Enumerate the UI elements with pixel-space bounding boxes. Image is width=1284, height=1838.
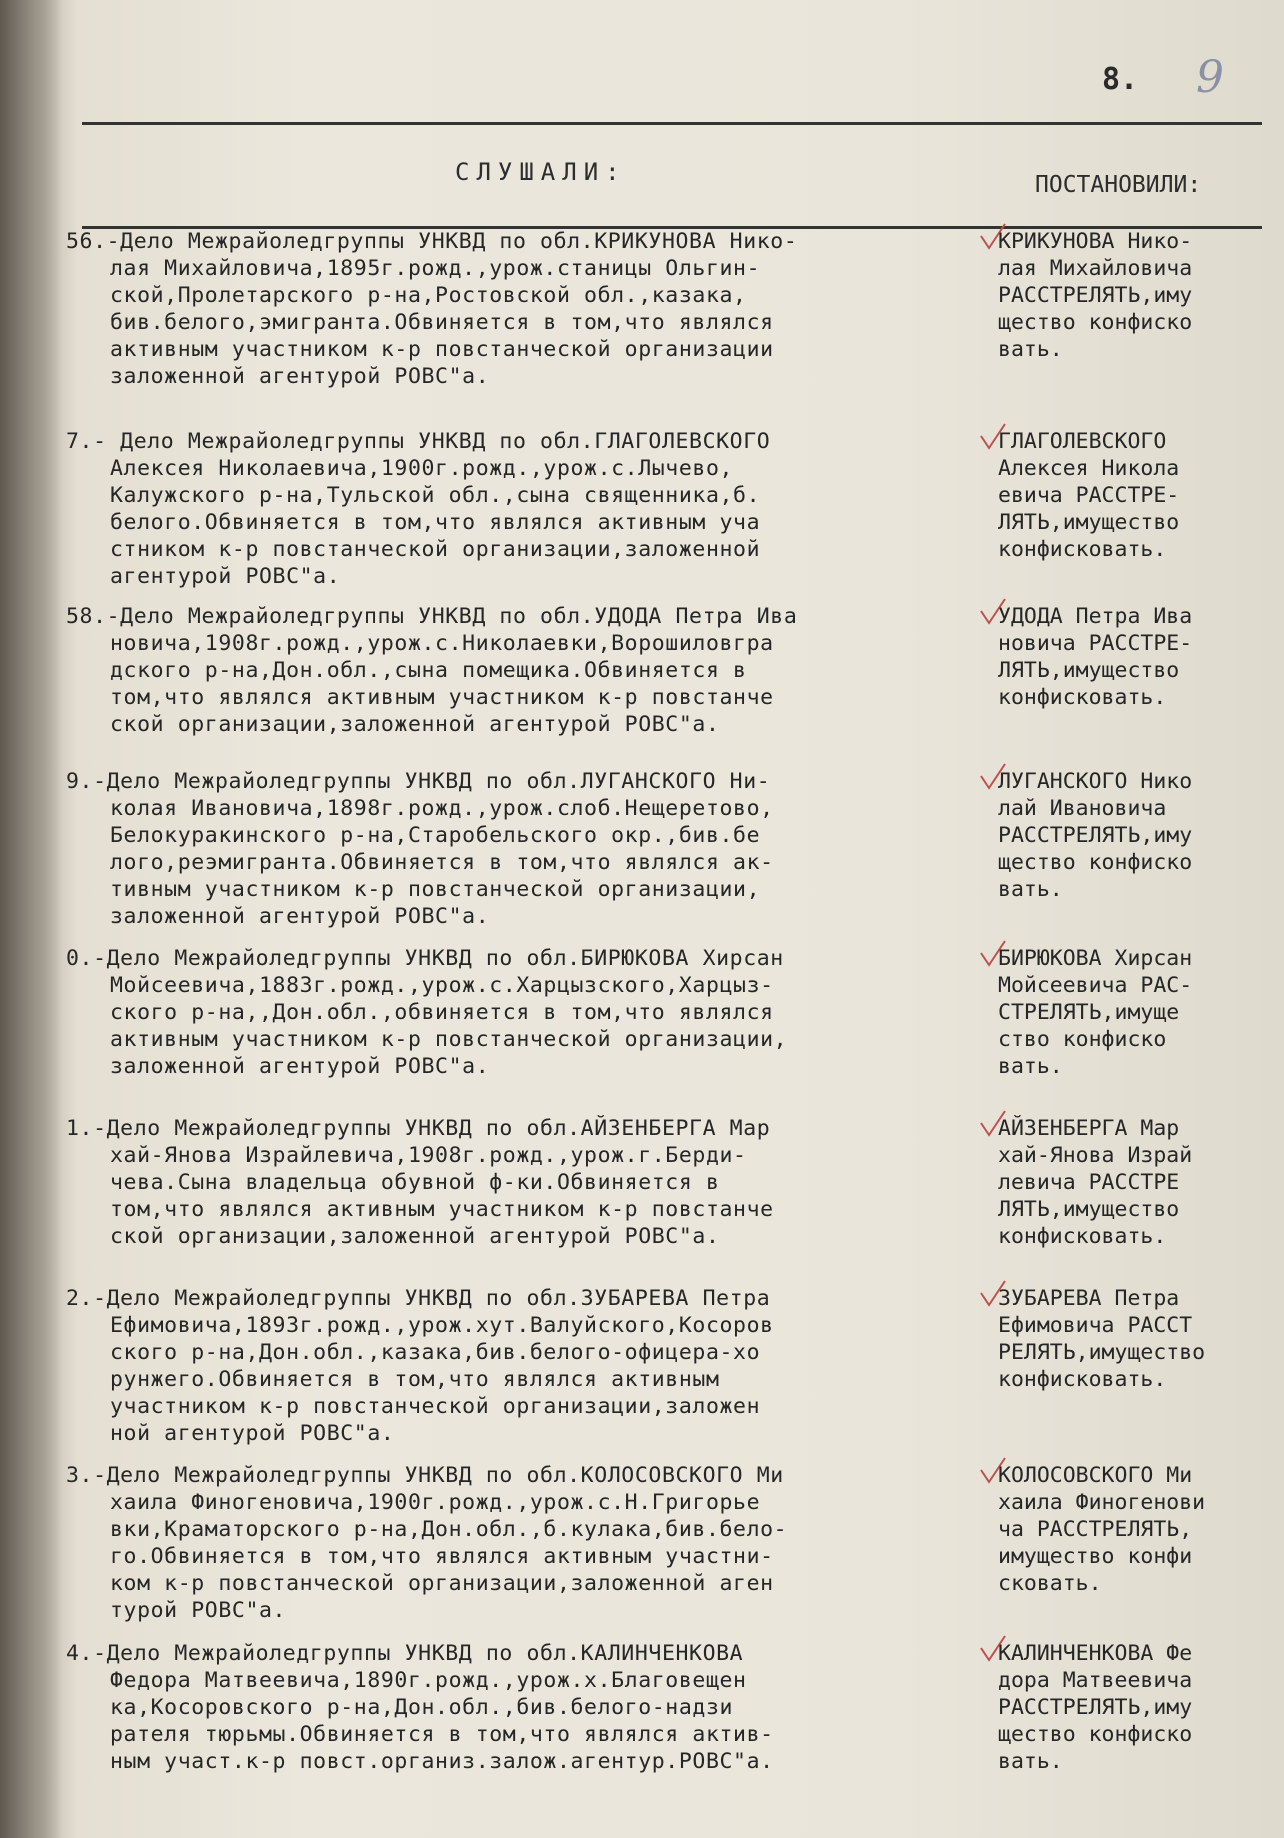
case-decision-line: РЕЛЯТЬ,имущество	[998, 1340, 1206, 1365]
case-decision-line: хаила Финогенови	[998, 1490, 1206, 1515]
column-heading-heard: СЛУШАЛИ:	[455, 158, 627, 186]
case-description-line: дского р-на,Дон.обл.,сына помещика.Обвиняется в	[110, 658, 747, 683]
case-description-line: 56.-Дело Межрайоледгруппы УНКВД по обл.КРИКУНОВА Нико-	[66, 229, 798, 254]
case-description-line: 3.-Дело Межрайоледгруппы УНКВД по обл.КОЛОСОВСКОГО Ми	[66, 1463, 784, 1488]
case-description-line: ным участ.к-р повст.организ.залож.агентур.РОВС"а.	[110, 1749, 774, 1774]
case-decision-line: КРИКУНОВА Нико-	[998, 229, 1193, 254]
case-decision-line: конфисковать.	[998, 1224, 1167, 1249]
case-description-line: том,что являлся активным участником к-р повстанче	[110, 1197, 774, 1222]
case-decision	[998, 603, 1284, 711]
case-decision-line: ГЛАГОЛЕВСКОГО	[998, 429, 1167, 454]
case-decision-line: новича РАССТРЕ-	[998, 631, 1193, 656]
case-decision-line: ча РАССТРЕЛЯТЬ,	[998, 1517, 1193, 1542]
case-description-line: новича,1908г.рожд.,урож.с.Николаевки,Ворошиловгра	[110, 631, 774, 656]
case-description-line: белого.Обвиняется в том,что являлся активным уча	[110, 510, 761, 535]
case-decision-line: ЛУГАНСКОГО Нико	[998, 769, 1193, 794]
case-description-line: лая Михайловича,1895г.рожд.,урож.станицы Ольгин-	[110, 256, 761, 281]
case-decision-line: дора Матвеевича	[998, 1668, 1193, 1693]
case-description-line: го.Обвиняется в том,что являлся активным участни-	[110, 1544, 774, 1569]
case-decision-line: ЛЯТЬ,имущество	[998, 510, 1180, 535]
case-description-line: колая Ивановича,1898г.рожд.,урож.слоб.Нещеретово,	[110, 796, 774, 821]
case-description	[60, 228, 990, 390]
case-decision-line: конфисковать.	[998, 1367, 1167, 1392]
case-description-line: ком к-р повстанческой организации,заложенной аген	[110, 1571, 774, 1596]
case-decision	[998, 768, 1284, 903]
case-description-line: заложенной агентурой РОВС"а.	[110, 1054, 490, 1079]
case-description-line: 2.-Дело Межрайоледгруппы УНКВД по обл.ЗУБАРЕВА Петра	[66, 1286, 771, 1311]
case-description-line: 58.-Дело Межрайоледгруппы УНКВД по обл.УДОДА Петра Ива	[66, 604, 798, 629]
case-description	[60, 1115, 990, 1250]
case-decision-line: Ефимовича РАССТ	[998, 1313, 1193, 1338]
case-decision	[998, 228, 1284, 363]
case-description-line: ской организации,заложенной агентурой РОВС"а.	[110, 712, 720, 737]
page-number: 8.	[1102, 62, 1139, 97]
case-description	[60, 603, 990, 738]
case-description-line: 7.- Дело Межрайоледгруппы УНКВД по обл.ГЛАГОЛЕВСКОГО	[66, 429, 771, 454]
case-decision-line: Алексея Никола	[998, 456, 1180, 481]
case-description-line: заложенной агентурой РОВС"а.	[110, 364, 490, 389]
case-description-line: чева.Сына владельца обувной ф-ки.Обвиняется в	[110, 1170, 720, 1195]
case-decision-line: ЛЯТЬ,имущество	[998, 658, 1180, 683]
case-description-line: турой РОВС"а.	[110, 1598, 287, 1623]
case-description-line: 1.-Дело Межрайоледгруппы УНКВД по обл.АЙЗЕНБЕРГА Мар	[66, 1116, 771, 1141]
case-description-line: рунжего.Обвиняется в том,что являлся активным	[110, 1367, 720, 1392]
case-description-line: активным участником к-р повстанческой организации	[110, 337, 774, 362]
case-description-line: Мойсеевича,1883г.рожд.,урож.с.Харцызского,Харцыз-	[110, 973, 774, 998]
case-decision-line: вать.	[998, 1054, 1063, 1079]
case-description-line: хай-Янова Израйлевича,1908г.рожд.,урож.г.Берди-	[110, 1143, 747, 1168]
case-decision-line: лая Михайловича	[998, 256, 1193, 281]
binding-spine	[0, 0, 62, 1838]
archive-page-number: 9	[1196, 52, 1224, 103]
case-description-line: Белокуракинского р-на,Старобельского окр.,бив.бе	[110, 823, 761, 848]
case-description-line: вки,Краматорского р-на,Дон.обл.,б.кулака,бив.бело-	[110, 1517, 788, 1542]
case-description-line: 0.-Дело Межрайоледгруппы УНКВД по обл.БИРЮКОВА Хирсан	[66, 946, 784, 971]
case-description-line: 9.-Дело Межрайоледгруппы УНКВД по обл.ЛУГАНСКОГО Ни-	[66, 769, 771, 794]
case-decision-line: конфисковать.	[998, 685, 1167, 710]
case-decision-line: ство конфиско	[998, 1027, 1167, 1052]
case-description-line: ской организации,заложенной агентурой РОВС"а.	[110, 1224, 720, 1249]
case-decision-line: щество конфиско	[998, 310, 1193, 335]
case-decision-line: АЙЗЕНБЕРГА Мар	[998, 1116, 1180, 1141]
case-description-line: ка,Косоровского р-на,Дон.обл.,бив.белого-надзи	[110, 1695, 734, 1720]
case-description	[60, 768, 990, 930]
case-description-line: ского р-на,Дон.обл.,казака,бив.белого-офицера-хо	[110, 1340, 761, 1365]
case-description-line: Алексея Николаевича,1900г.рожд.,урож.с.Лычево,	[110, 456, 734, 481]
case-decision-line: щество конфиско	[998, 1722, 1193, 1747]
case-description	[60, 1285, 990, 1447]
case-decision-line: РАССТРЕЛЯТЬ,иму	[998, 283, 1193, 308]
case-description-line: лого,реэмигранта.Обвиняется в том,что являлся ак-	[110, 850, 774, 875]
case-decision-line: РАССТРЕЛЯТЬ,иму	[998, 1695, 1193, 1720]
case-description-line: ского р-на,,Дон.обл.,обвиняется в том,что являлся	[110, 1000, 774, 1025]
case-decision-line: КОЛОСОВСКОГО Ми	[998, 1463, 1193, 1488]
case-decision-line: вать.	[998, 1749, 1063, 1774]
case-description	[60, 945, 990, 1080]
case-decision-line: сковать.	[998, 1571, 1102, 1596]
case-entries	[60, 0, 1284, 1838]
case-decision-line: имущество конфи	[998, 1544, 1193, 1569]
case-description-line: хаила Финогеновича,1900г.рожд.,урож.с.Н.Григорье	[110, 1490, 761, 1515]
case-description-line: агентурой РОВС"а.	[110, 564, 341, 589]
case-decision-line: КАЛИНЧЕНКОВА Фе	[998, 1641, 1193, 1666]
case-decision	[998, 945, 1284, 1080]
case-description-line: активным участником к-р повстанческой организации,	[110, 1027, 788, 1052]
case-description-line: заложенной агентурой РОВС"а.	[110, 904, 490, 929]
case-decision	[998, 1285, 1284, 1393]
case-description	[60, 1462, 990, 1624]
case-decision-line: БИРЮКОВА Хирсан	[998, 946, 1193, 971]
case-description-line: том,что являлся активным участником к-р повстанче	[110, 685, 774, 710]
case-description-line: ской,Пролетарского р-на,Ростовской обл.,казака,	[110, 283, 747, 308]
case-decision	[998, 1640, 1284, 1775]
case-description-line: тивным участником к-р повстанческой организации,	[110, 877, 761, 902]
case-description-line: стником к-р повстанческой организации,заложенной	[110, 537, 761, 562]
case-decision-line: РАССТРЕЛЯТЬ,иму	[998, 823, 1193, 848]
case-decision	[998, 1462, 1284, 1597]
case-decision-line: левича РАССТРЕ	[998, 1170, 1180, 1195]
case-description	[60, 428, 990, 590]
case-description-line: рателя тюрьмы.Обвиняется в том,что являлся актив-	[110, 1722, 774, 1747]
case-description	[60, 1640, 990, 1775]
case-decision-line: хай-Янова Израй	[998, 1143, 1193, 1168]
case-description-line: 4.-Дело Межрайоледгруппы УНКВД по обл.КАЛИНЧЕНКОВА	[66, 1641, 744, 1666]
case-decision-line: вать.	[998, 337, 1063, 362]
case-description-line: ной агентурой РОВС"а.	[110, 1421, 395, 1446]
case-description-line: Федора Матвеевича,1890г.рожд.,урож.х.Благовещен	[110, 1668, 747, 1693]
case-decision-line: ЛЯТЬ,имущество	[998, 1197, 1180, 1222]
case-decision-line: СТРЕЛЯТЬ,имуще	[998, 1000, 1180, 1025]
case-description-line: Калужского р-на,Тульской обл.,сына священника,б.	[110, 483, 761, 508]
case-decision-line: евича РАССТРЕ-	[998, 483, 1180, 508]
case-description-line: Ефимовича,1893г.рожд.,урож.хут.Валуйского,Косоров	[110, 1313, 774, 1338]
case-decision-line: Мойсеевича РАС-	[998, 973, 1193, 998]
case-decision-line: вать.	[998, 877, 1063, 902]
case-decision-line: конфисковать.	[998, 537, 1167, 562]
column-heading-resolved: ПОСТАНОВИЛИ:	[1035, 172, 1202, 198]
case-description-line: бив.белого,эмигранта.Обвиняется в том,что являлся	[110, 310, 774, 335]
case-decision-line: ЗУБАРЕВА Петра	[998, 1286, 1180, 1311]
case-decision	[998, 428, 1284, 563]
case-decision	[998, 1115, 1284, 1250]
case-description-line: участником к-р повстанческой организации,заложен	[110, 1394, 761, 1419]
case-decision-line: лай Ивановича	[998, 796, 1167, 821]
case-decision-line: УДОДА Петра Ива	[998, 604, 1193, 629]
case-decision-line: щество конфиско	[998, 850, 1193, 875]
